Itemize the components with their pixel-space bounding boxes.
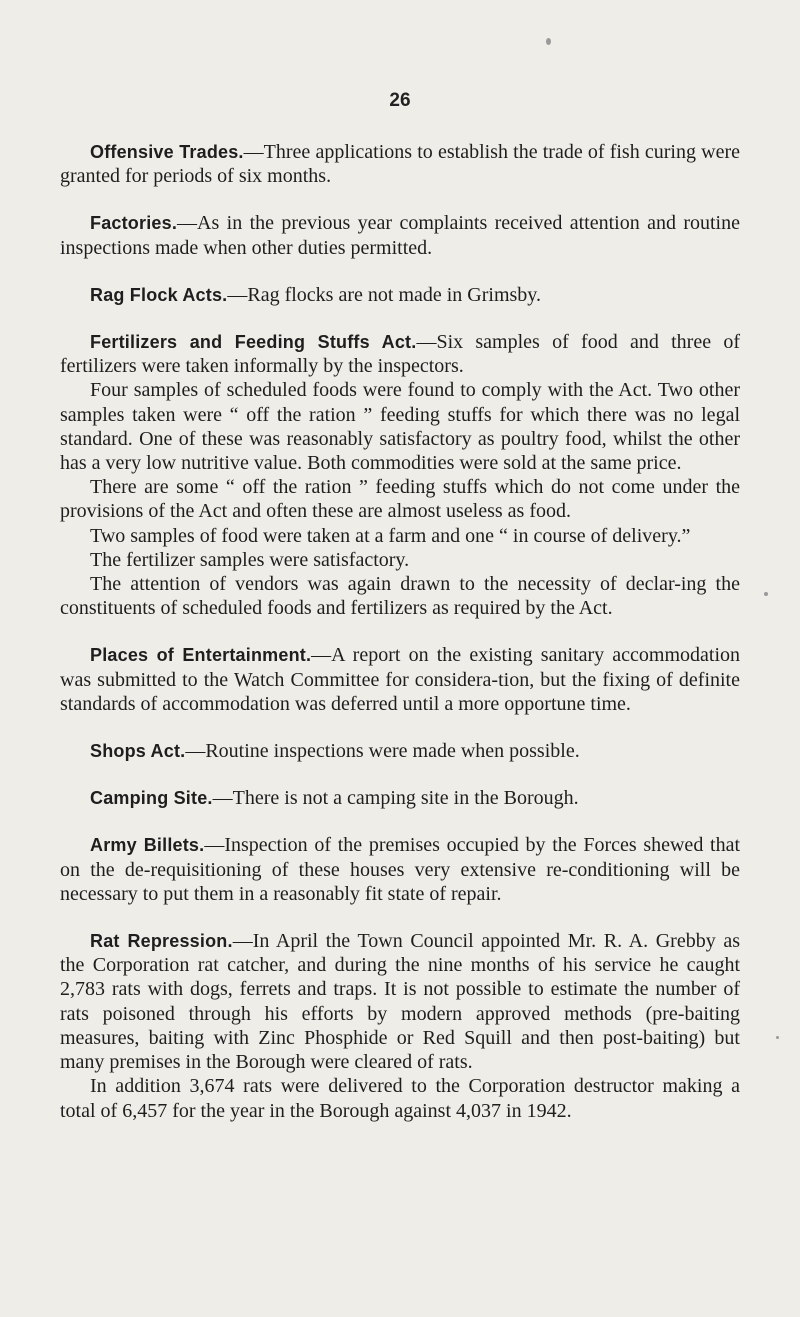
camping-site-text: —There is not a camping site in the Borough. (212, 787, 579, 810)
army-billets-paragraph (60, 833, 740, 906)
shops-act-heading: Shops Act. (90, 741, 186, 762)
shops-act-paragraph (60, 739, 740, 763)
rat-repression-paragraph-2: In addition 3,674 rats were delivered to the Corporation destructor making a total of 6,457 for the year in the Borough against 4,037 in 1942. (60, 1075, 740, 1122)
factories-paragraph (60, 211, 740, 259)
offensive-trades-text: —Three applications to establish the trade of fish curing were granted for periods of six months. (60, 141, 740, 188)
rat-repression-text: —In April the Town Council appointed Mr. R. A. Grebby as the Corporation rat catcher, and during the nine months of his service he caught 2,783 rats with dogs, ferrets and traps. It is not possible to estimate the number of rats poisoned through his efforts by modern approved methods (pre-baiting measures, baiting with Zinc Phosphide or Red Squill and then post-baiting) but many premises in the Borough were cleared of rats. (60, 930, 741, 1074)
rag-flock-heading: Rag Flock Acts. (90, 284, 228, 305)
factories-text: —As in the previous year complaints received attention and routine inspections made when other duties permitted. (60, 212, 740, 259)
entertainment-text: —A report on the existing sanitary accommodation was submitted to the Watch Committee for considera-tion, but the fixing of definite standards of accommodation was deferred until a more opportune time. (60, 644, 740, 715)
rat-repression-paragraph (60, 929, 740, 1074)
fertilizers-paragraph-6: The attention of vendors was again drawn to the necessity of declar-ing the constituents of scheduled foods and fertilizers as required by the Act. (60, 573, 740, 620)
factories-heading: Factories. (90, 213, 178, 234)
scan-speck (764, 592, 768, 596)
rat-repression-heading: Rat Repression. (90, 931, 233, 952)
page-body (60, 140, 740, 1123)
camping-site-heading: Camping Site. (90, 788, 213, 809)
fertilizers-paragraph-4: Two samples of food were taken at a farm and one “ in course of delivery.” (90, 524, 691, 547)
page-number: 26 (389, 90, 411, 111)
scan-speck (546, 38, 551, 45)
offensive-trades-heading: Offensive Trades. (90, 142, 244, 162)
army-billets-text: —Inspection of the premises occupied by the Forces shewed that on the de-requisitioning of these houses very extensive re-conditioning will be necessary to put them in a reasonably fit state of repair. (60, 834, 740, 905)
rag-flock-text: —Rag flocks are not made in Grimsby. (227, 283, 542, 306)
fertilizers-paragraph-3: There are some “ off the ration ” feeding stuffs which do not come under the provisions of the Act and often these are almost useless as food. (60, 476, 740, 523)
fertilizers-heading: Fertilizers and Feeding Stuffs Act. (90, 332, 417, 353)
army-billets-heading: Army Billets. (90, 835, 205, 856)
fertilizers-paragraph (60, 330, 740, 378)
entertainment-heading: Places of Entertainment. (90, 645, 312, 666)
camping-site-paragraph (60, 786, 740, 810)
offensive-trades-paragraph (60, 140, 740, 188)
rag-flock-paragraph (60, 283, 740, 307)
entertainment-paragraph (60, 643, 740, 716)
fertilizers-text: —Six samples of food and three of fertilizers were taken informally by the inspectors. (60, 331, 740, 378)
fertilizers-paragraph-2: Four samples of scheduled foods were found to comply with the Act. Two other samples taken were “ off the ration ” feeding stuffs for which there was no legal standard. One of these was reasonably satisfactory as poultry food, whilst the other has a very low nutritive value. Both commodities were sold at the same price. (60, 379, 740, 475)
shops-act-text: —Routine inspections were made when possible. (185, 740, 580, 763)
fertilizers-paragraph-5: The fertilizer samples were satisfactory. (90, 548, 410, 571)
scan-speck (776, 1036, 779, 1039)
